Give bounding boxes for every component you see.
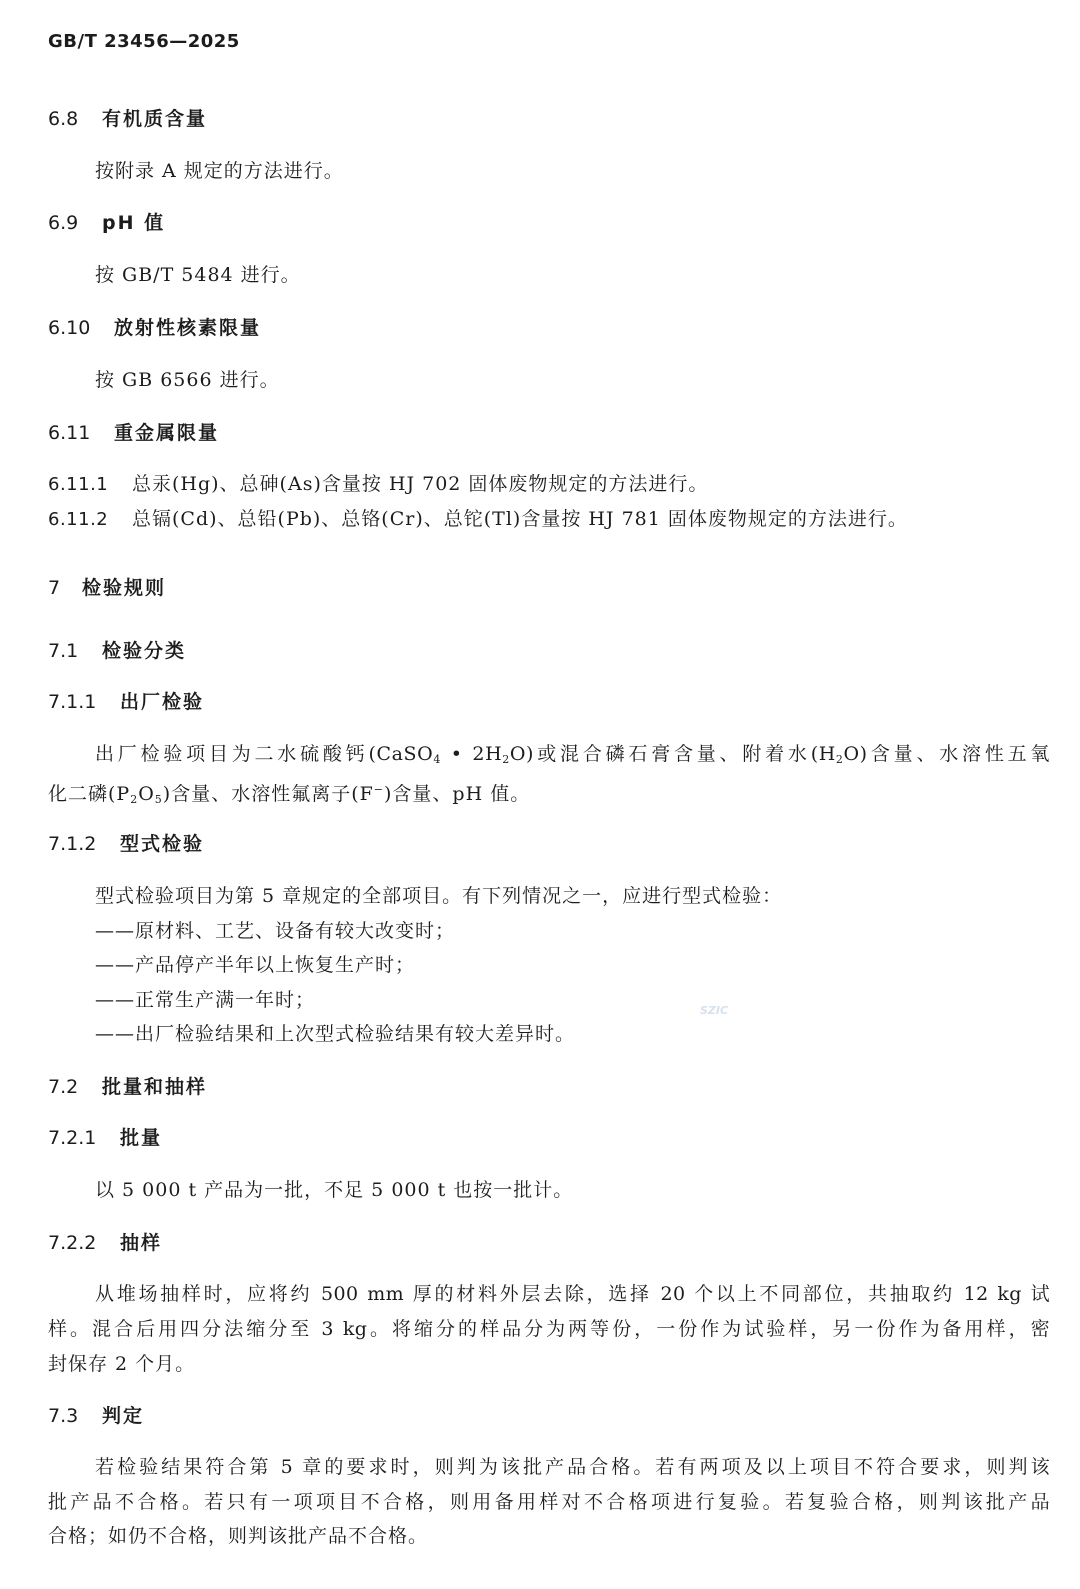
heading-6-8	[48, 105, 207, 133]
clause-6-11-2	[48, 505, 908, 534]
heading-number: 7.1	[48, 640, 79, 662]
heading-title: 检验规则	[82, 577, 167, 599]
heading-title: 放射性核素限量	[114, 317, 262, 339]
paragraph-line: 从堆场抽样时，应将约 500 mm 厚的材料外层去除，选择 20 个以上不同部位，共抽取约 12 kg 试	[95, 1283, 1050, 1305]
text-run: O)或混合磷石膏含量、附着水(H	[509, 743, 836, 765]
heading-7	[48, 574, 166, 602]
heading-number: 6.11	[48, 422, 91, 444]
subscript: 2	[130, 793, 139, 806]
paragraph-line: 样。混合后用四分法缩分至 3 kg。将缩分的样品分为两等份，一份作为试验样，另一份作为备用样，密	[48, 1318, 1050, 1340]
heading-number: 6.8	[48, 108, 79, 130]
heading-title: 检验分类	[102, 640, 187, 662]
text-run: 化二磷(P	[48, 783, 131, 805]
clause-number: 6.11.1	[48, 474, 109, 495]
heading-7-1-1	[48, 688, 204, 716]
subscript: 2	[835, 753, 844, 766]
text-run: )含量、pH 值。	[384, 783, 531, 805]
watermark-logo: SZIC	[699, 1004, 729, 1017]
heading-7-1-2	[48, 830, 204, 858]
subscript: 4	[433, 753, 441, 766]
paragraph: 以 5 000 t 产品为一批，不足 5 000 t 也按一批计。	[95, 1179, 574, 1201]
paragraph-7-1-1-line1	[95, 740, 1050, 774]
heading-7-2-2	[48, 1229, 162, 1257]
text-run: • 2H	[440, 743, 503, 765]
heading-number: 7.1.1	[48, 691, 97, 713]
text-run: )含量、水溶性氟离子(F	[162, 783, 374, 805]
list-item: ——产品停产半年以上恢复生产时；	[95, 954, 416, 976]
clause-6-11-1	[48, 470, 708, 499]
text-run: O)含量、水溶性五氧	[843, 743, 1050, 765]
text-run: O	[138, 783, 155, 805]
list-item: ——出厂检验结果和上次型式检验结果有较大差异时。	[95, 1023, 576, 1045]
heading-6-10	[48, 314, 261, 342]
heading-7-3	[48, 1402, 144, 1430]
paragraph-line: 合格；如仍不合格，则判该批产品不合格。	[48, 1525, 429, 1547]
heading-title: 抽样	[120, 1232, 163, 1254]
paragraph-7-1-1-line2	[48, 776, 530, 814]
subscript: 2	[502, 753, 510, 766]
superscript: −	[373, 783, 385, 796]
heading-title: 有机质含量	[102, 108, 208, 130]
heading-title: pH 值	[102, 212, 166, 234]
heading-7-2-1	[48, 1124, 162, 1152]
paragraph-line: 批产品不合格。若只有一项项目不合格，则用备用样对不合格项进行复验。若复验合格，则判该批产品	[48, 1491, 1050, 1513]
heading-7-2	[48, 1073, 207, 1101]
heading-title: 型式检验	[120, 833, 205, 855]
list-item: ——正常生产满一年时；	[95, 989, 316, 1011]
subscript: 5	[154, 793, 163, 806]
standard-code: GB/T 23456—2025	[48, 31, 240, 52]
heading-title: 判定	[102, 1405, 145, 1427]
heading-number: 7.2.2	[48, 1232, 97, 1254]
heading-number: 6.10	[48, 317, 91, 339]
paragraph: 按 GB/T 5484 进行。	[95, 264, 301, 286]
paragraph-line: 若检验结果符合第 5 章的要求时，则判为该批产品合格。若有两项及以上项目不符合要求，则判该	[95, 1456, 1050, 1478]
heading-number: 6.9	[48, 212, 79, 234]
heading-title: 重金属限量	[114, 422, 220, 444]
clause-text: 总镉(Cd)、总铅(Pb)、总铬(Cr)、总铊(Tl)含量按 HJ 781 固体废物规定的方法进行。	[132, 508, 908, 530]
heading-number: 7.3	[48, 1405, 79, 1427]
heading-title: 批量	[120, 1127, 163, 1149]
paragraph-line: 封保存 2 个月。	[48, 1353, 196, 1375]
heading-6-11	[48, 419, 219, 447]
paragraph: 按附录 A 规定的方法进行。	[95, 160, 344, 182]
heading-number: 7.1.2	[48, 833, 97, 855]
paragraph: 型式检验项目为第 5 章规定的全部项目。有下列情况之一，应进行型式检验：	[95, 885, 783, 907]
clause-number: 6.11.2	[48, 509, 109, 530]
paragraph: 按 GB 6566 进行。	[95, 369, 280, 391]
heading-number: 7.2.1	[48, 1127, 97, 1149]
heading-title: 出厂检验	[120, 691, 205, 713]
heading-7-1	[48, 637, 186, 665]
text-run: 出厂检验项目为二水硫酸钙(CaSO	[95, 743, 434, 765]
list-item: ——原材料、工艺、设备有较大改变时；	[95, 920, 456, 942]
heading-title: 批量和抽样	[102, 1076, 208, 1098]
heading-number: 7.2	[48, 1076, 79, 1098]
heading-6-9	[48, 209, 165, 237]
clause-text: 总汞(Hg)、总砷(As)含量按 HJ 702 固体废物规定的方法进行。	[132, 473, 709, 495]
heading-number: 7	[48, 577, 61, 599]
